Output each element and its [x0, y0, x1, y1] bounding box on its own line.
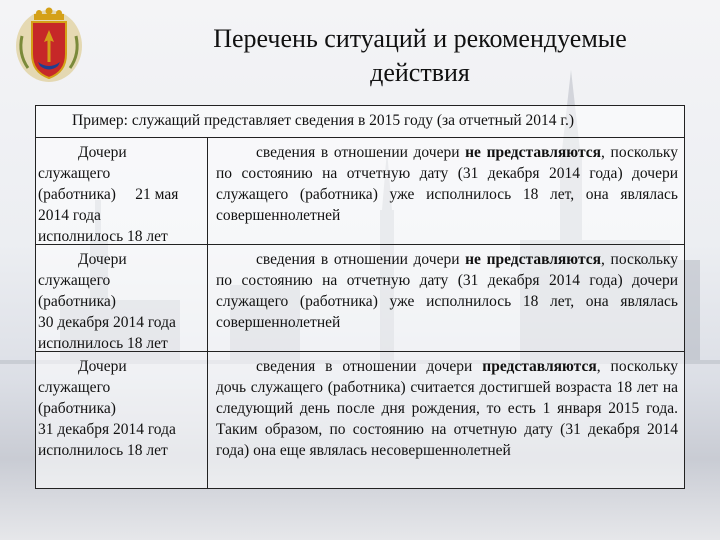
situation-line: исполнилось 18 лет: [38, 335, 168, 352]
table-row: [36, 245, 684, 352]
action-verdict: не представляются: [465, 144, 602, 161]
situation-line: служащего: [38, 165, 111, 182]
situation-cell: [36, 138, 208, 244]
action-cell: [208, 138, 684, 244]
action-text-rest: , поскольку дочь служащего (работника) считается достигшей возраста 18 лет на следующий день после дня рождения, то есть 1 января 2015 года. Таким образом, по состоянию на отчетную дату (31 декабря 2014 года) она еще являлась несовершеннолетней: [216, 358, 679, 459]
situation-line: служащего: [38, 272, 111, 289]
page-title-line-2: действия: [370, 58, 470, 87]
situation-line: Дочери: [78, 144, 127, 161]
situation-line: 30 декабря 2014 года: [38, 314, 176, 331]
situation-line: Дочери: [78, 358, 127, 375]
action-text-rest: , поскольку по состоянию на отчетную дату (31 декабря 2014 года) дочери служащего (работника) уже исполнилось 18 лет, она являлась совершеннолетней: [216, 144, 678, 224]
action-text-rest: , поскольку по состоянию на отчетную дату (31 декабря 2014 года) дочери служащего (работника) уже исполнилось 18 лет, она являлась совершеннолетней: [216, 251, 678, 331]
table-row: [36, 352, 684, 488]
table-row: [36, 138, 684, 245]
situation-line: (работника) 21 мая: [38, 186, 179, 203]
situation-line: исполнилось 18 лет: [38, 442, 168, 459]
coat-of-arms-emblem: [14, 6, 84, 84]
action-text-start: сведения в отношении дочери: [256, 251, 466, 268]
situation-line: (работника): [38, 400, 116, 417]
action-cell: [208, 352, 684, 488]
situation-line: исполнилось 18 лет: [38, 228, 168, 245]
situation-cell: [36, 352, 208, 488]
page-title-line-1: Перечень ситуаций и рекомендуемые: [213, 24, 627, 53]
example-caption: Пример: служащий представляет сведения в 2015 году (за отчетный 2014 г.): [36, 106, 684, 138]
action-text-start: сведения в отношении дочери: [256, 144, 466, 161]
action-text-start: сведения в отношении дочери: [256, 358, 483, 375]
action-verdict: не представляются: [465, 251, 602, 268]
action-verdict: представляются: [482, 358, 597, 375]
page-title: [150, 22, 690, 90]
situation-line: служащего: [38, 379, 111, 396]
situation-line: (работника): [38, 293, 116, 310]
situation-line: 2014 года: [38, 207, 101, 224]
action-cell: [208, 245, 684, 351]
situations-table: [35, 105, 685, 489]
situation-cell: [36, 245, 208, 351]
situation-line: Дочери: [78, 251, 127, 268]
situation-line: 31 декабря 2014 года: [38, 421, 176, 438]
